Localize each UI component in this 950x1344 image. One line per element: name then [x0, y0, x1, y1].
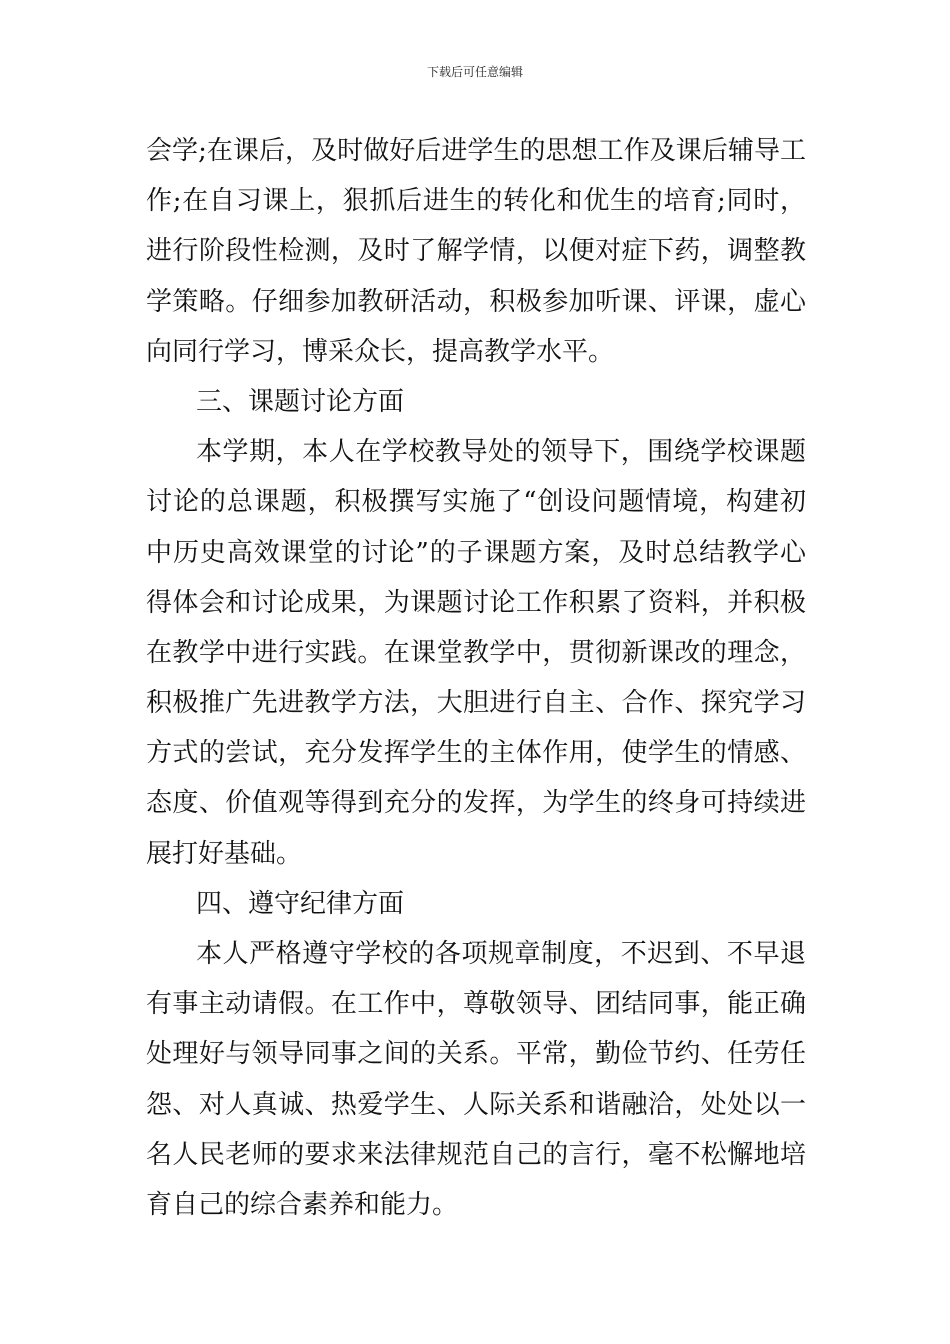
- text-line: 讨论的总课题，积极撰写实施了“创设问题情境，构建初: [146, 487, 806, 518]
- text-line: 向同行学习，博采众长，提高教学水平。: [146, 336, 615, 367]
- section-heading: 四、遵守纪律方面: [196, 888, 405, 919]
- text-line: 会学;在课后，及时做好后进学生的思想工作及课后辅导工: [146, 136, 806, 166]
- page-header: 下载后可任意编辑: [426, 65, 523, 79]
- text-line: 积极推广先进教学方法，大胆进行自主、合作、探究学习: [146, 688, 806, 719]
- text-line: 得体会和讨论成果，为课题讨论工作积累了资料，并积极: [146, 587, 806, 618]
- text-line: 本学期，本人在学校教导处的领导下，围绕学校课题: [196, 437, 806, 468]
- text-line: 作;在自习课上，狠抓后进生的转化和优生的培育;同时，: [146, 186, 806, 217]
- section-heading: 三、课题讨论方面: [196, 386, 405, 417]
- text-line: 名人民老师的要求来法律规范自己的言行，毫不松懈地培: [146, 1139, 806, 1170]
- text-line: 有事主动请假。在工作中，尊敬领导、团结同事，能正确: [146, 989, 806, 1020]
- text-line: 态度、价值观等得到充分的发挥，为学生的终身可持续进: [146, 788, 806, 819]
- text-line: 育自己的综合素养和能力。: [146, 1189, 459, 1220]
- text-line: 在教学中进行实践。在课堂教学中，贯彻新课改的理念，: [146, 637, 806, 668]
- text-line: 中历史高效课堂的讨论”的子课题方案，及时总结教学心: [146, 537, 806, 568]
- text-line: 方式的尝试，充分发挥学生的主体作用，使学生的情感、: [146, 738, 806, 769]
- text-line: 展打好基础。: [146, 838, 303, 869]
- document-body: [146, 126, 806, 1230]
- text-line: 本人严格遵守学校的各项规章制度，不迟到、不早退: [196, 939, 806, 969]
- text-line: 怨、对人真诚、热爱学生、人际关系和谐融洽，处处以一: [146, 1089, 806, 1120]
- text-line: 进行阶段性检测，及时了解学情，以便对症下药，调整教: [146, 236, 806, 267]
- text-line: 学策略。仔细参加教研活动，积极参加听课、评课，虚心: [146, 286, 806, 317]
- text-line: 处理好与领导同事之间的关系。平常，勤俭节约、任劳任: [146, 1039, 806, 1070]
